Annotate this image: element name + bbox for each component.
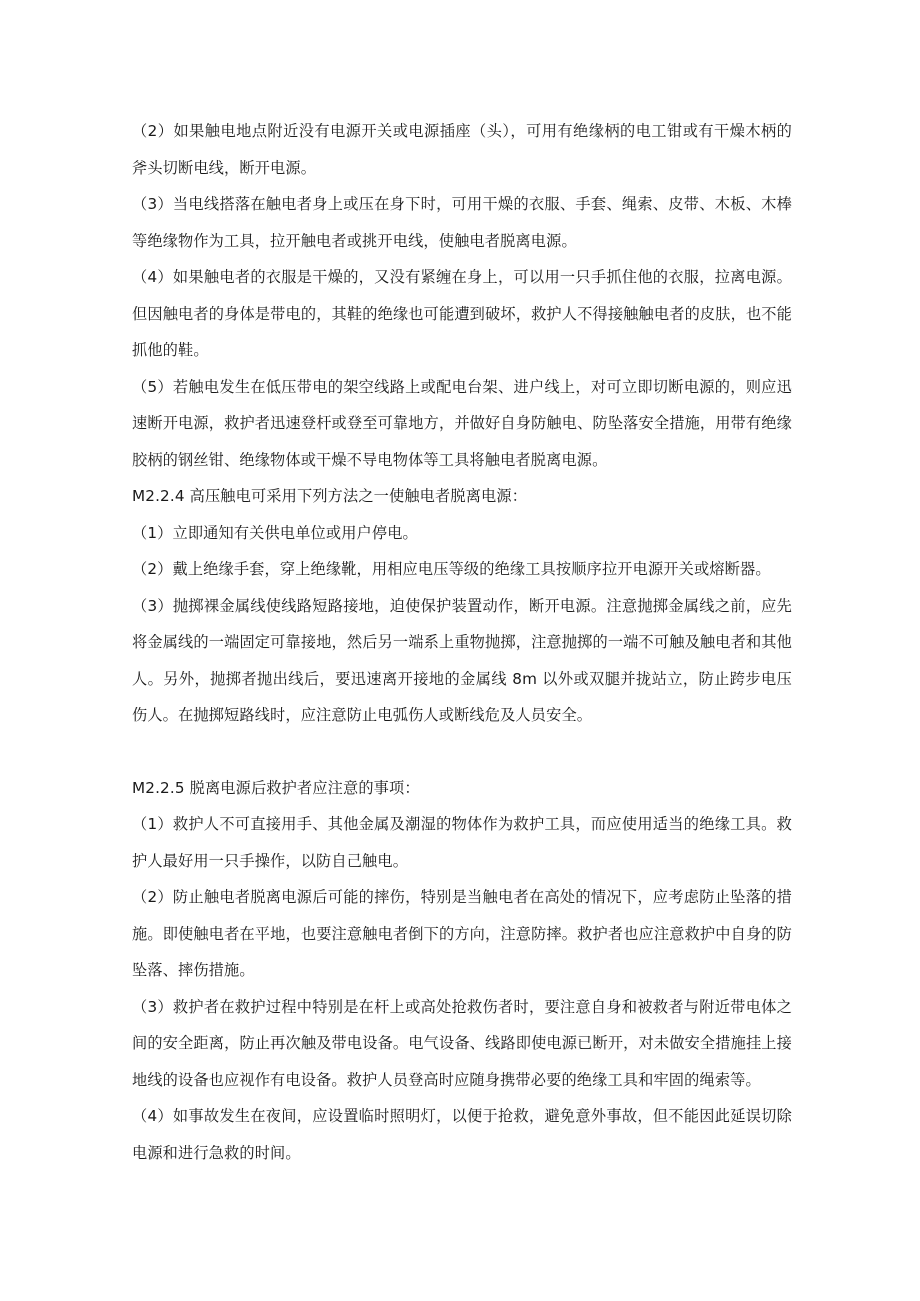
paragraph-rescuer-2: （2）防止触电者脱离电源后可能的摔伤，特别是当触电者在高处的情况下，应考虑防止坠落的措施。即使触电者在平地，也要注意触电者倒下的方向，注意防摔。救护者也应注意救护中自身的防坠落、摔伤措施。 xyxy=(132,888,792,979)
section-heading-m224: M2.2.4 高压触电可采用下列方法之一使触电者脱离电源： xyxy=(132,487,528,505)
paragraph-low-voltage-2: （2）如果触电地点附近没有电源开关或电源插座（头），可用有绝缘柄的电工钳或有干燥木柄的斧头切断电线，断开电源。 xyxy=(132,122,792,177)
paragraph-high-voltage-2: （2）戴上绝缘手套，穿上绝缘靴，用相应电压等级的绝缘工具按顺序拉开电源开关或熔断器。 xyxy=(132,560,771,578)
paragraph-low-voltage-3: （3）当电线搭落在触电者身上或压在身下时，可用干燥的衣服、手套、绳索、皮带、木板、木棒等绝缘物作为工具，拉开触电者或挑开电线，使触电者脱离电源。 xyxy=(132,195,792,250)
paragraph-high-voltage-3: （3）抛掷裸金属线使线路短路接地，迫使保护装置动作，断开电源。注意抛掷金属线之前，应先将金属线的一端固定可靠接地，然后另一端系上重物抛掷，注意抛掷的一端不可触及触电者和其他人。另外，抛掷者抛出线后，要迅速离开接地的金属线 8m 以外或双腿并拢站立，防止跨步电压伤人。在抛掷短路线时，应注意防止电弧伤人或断线危及人员安全。 xyxy=(132,596,792,724)
document-body xyxy=(132,113,792,1171)
paragraph-rescuer-4: （4）如事故发生在夜间，应设置临时照明灯，以便于抢救，避免意外事故，但不能因此延误切除电源和进行急救的时间。 xyxy=(132,1107,792,1162)
paragraph-rescuer-3: （3）救护者在救护过程中特别是在杆上或高处抢救伤者时，要注意自身和被救者与附近带电体之间的安全距离，防止再次触及带电设备。电气设备、线路即使电源已断开，对未做安全措施挂上接地线的设备也应视作有电设备。救护人员登高时应随身携带必要的绝缘工具和牢固的绳索等。 xyxy=(132,997,792,1089)
section-spacer xyxy=(132,734,792,770)
paragraph-rescuer-1: （1）救护人不可直接用手、其他金属及潮湿的物体作为救护工具，而应使用适当的绝缘工具。救护人最好用一只手操作，以防自己触电。 xyxy=(132,815,792,870)
paragraph-low-voltage-5: （5）若触电发生在低压带电的架空线路上或配电台架、进户线上，对可立即切断电源的，则应迅速断开电源，救护者迅速登杆或登至可靠地方，并做好自身防触电、防坠落安全措施，用带有绝缘胶柄的钢丝钳、绝缘物体或干燥不导电物体等工具将触电者脱离电源。 xyxy=(132,377,792,469)
paragraph-high-voltage-1: （1）立即通知有关供电单位或用户停电。 xyxy=(132,523,418,542)
section-heading-m225: M2.2.5 脱离电源后救护者应注意的事项： xyxy=(132,778,420,797)
paragraph-low-voltage-4: （4）如果触电者的衣服是干燥的，又没有紧缠在身上，可以用一只手抓住他的衣服，拉离电源。但因触电者的身体是带电的，其鞋的绝缘也可能遭到破坏，救护人不得接触触电者的皮肤，也不能抓他的鞋。 xyxy=(132,268,792,359)
